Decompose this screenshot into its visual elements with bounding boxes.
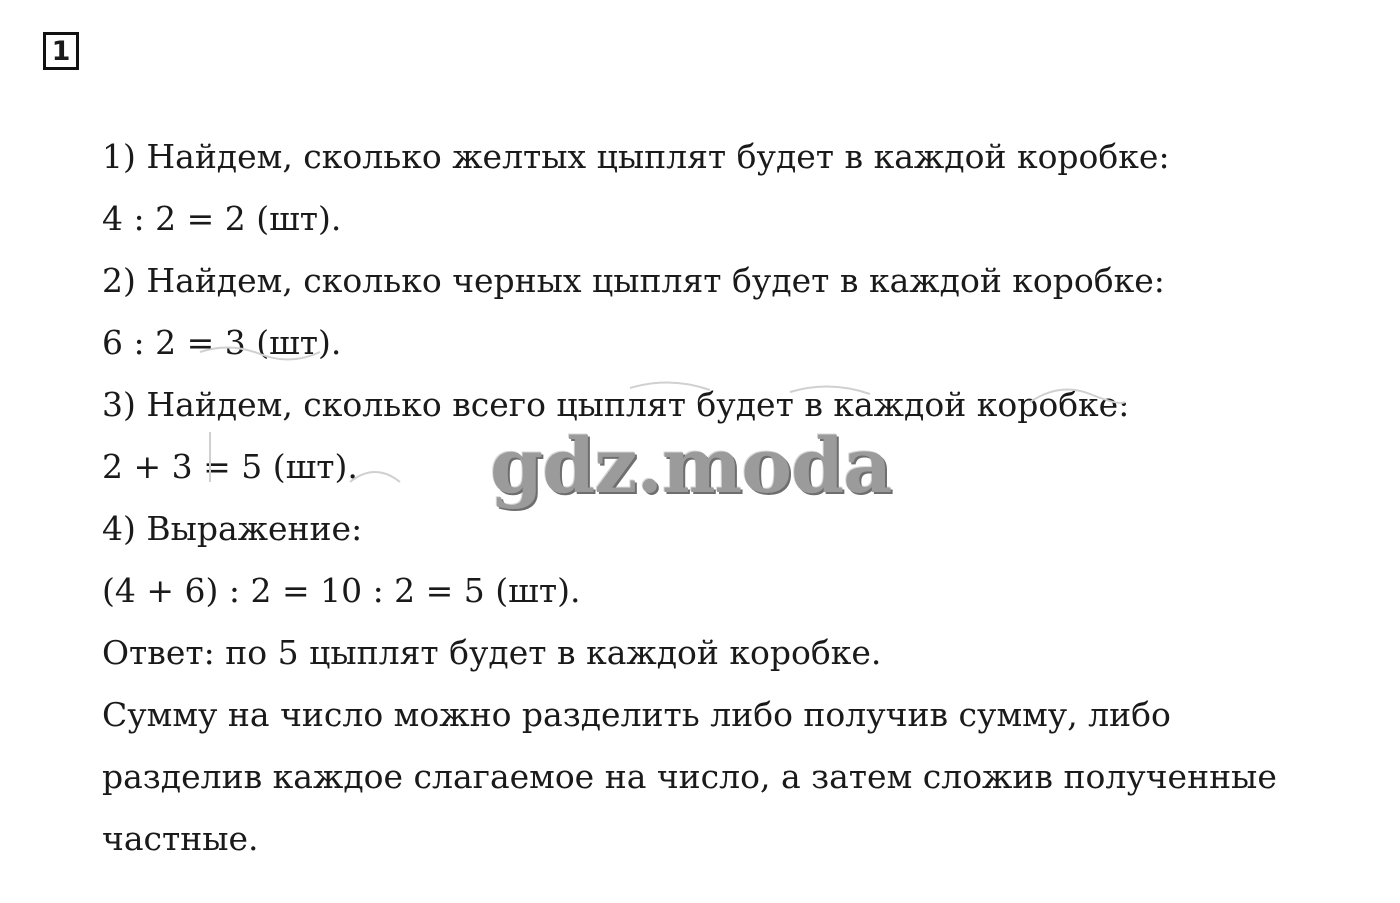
solution-rule-line-3: частные. xyxy=(102,819,259,858)
solution-step-4: 4) Выражение: xyxy=(102,509,363,548)
solution-expression: (4 + 6) : 2 = 10 : 2 = 5 (шт). xyxy=(102,571,581,610)
solution-rule-line-2: разделив каждое слагаемое на число, а затем сложив полученные xyxy=(102,757,1277,796)
task-number-box: 1 xyxy=(43,32,79,70)
watermark-logo: gdz.moda xyxy=(490,421,892,510)
solution-step-2: 2) Найдем, сколько черных цыплят будет в каждой коробке: xyxy=(102,261,1165,300)
solution-calc-3: 2 + 3 = 5 (шт). xyxy=(102,447,358,486)
solution-step-1: 1) Найдем, сколько желтых цыплят будет в каждой коробке: xyxy=(102,137,1170,176)
solution-answer: Ответ: по 5 цыплят будет в каждой коробке. xyxy=(102,633,882,672)
solution-rule-line-1: Сумму на число можно разделить либо получив сумму, либо xyxy=(102,695,1171,734)
solution-calc-1: 4 : 2 = 2 (шт). xyxy=(102,199,342,238)
solution-step-3: 3) Найдем, сколько всего цыплят будет в каждой коробке: xyxy=(102,385,1130,424)
solution-calc-2: 6 : 2 = 3 (шт). xyxy=(102,323,342,362)
